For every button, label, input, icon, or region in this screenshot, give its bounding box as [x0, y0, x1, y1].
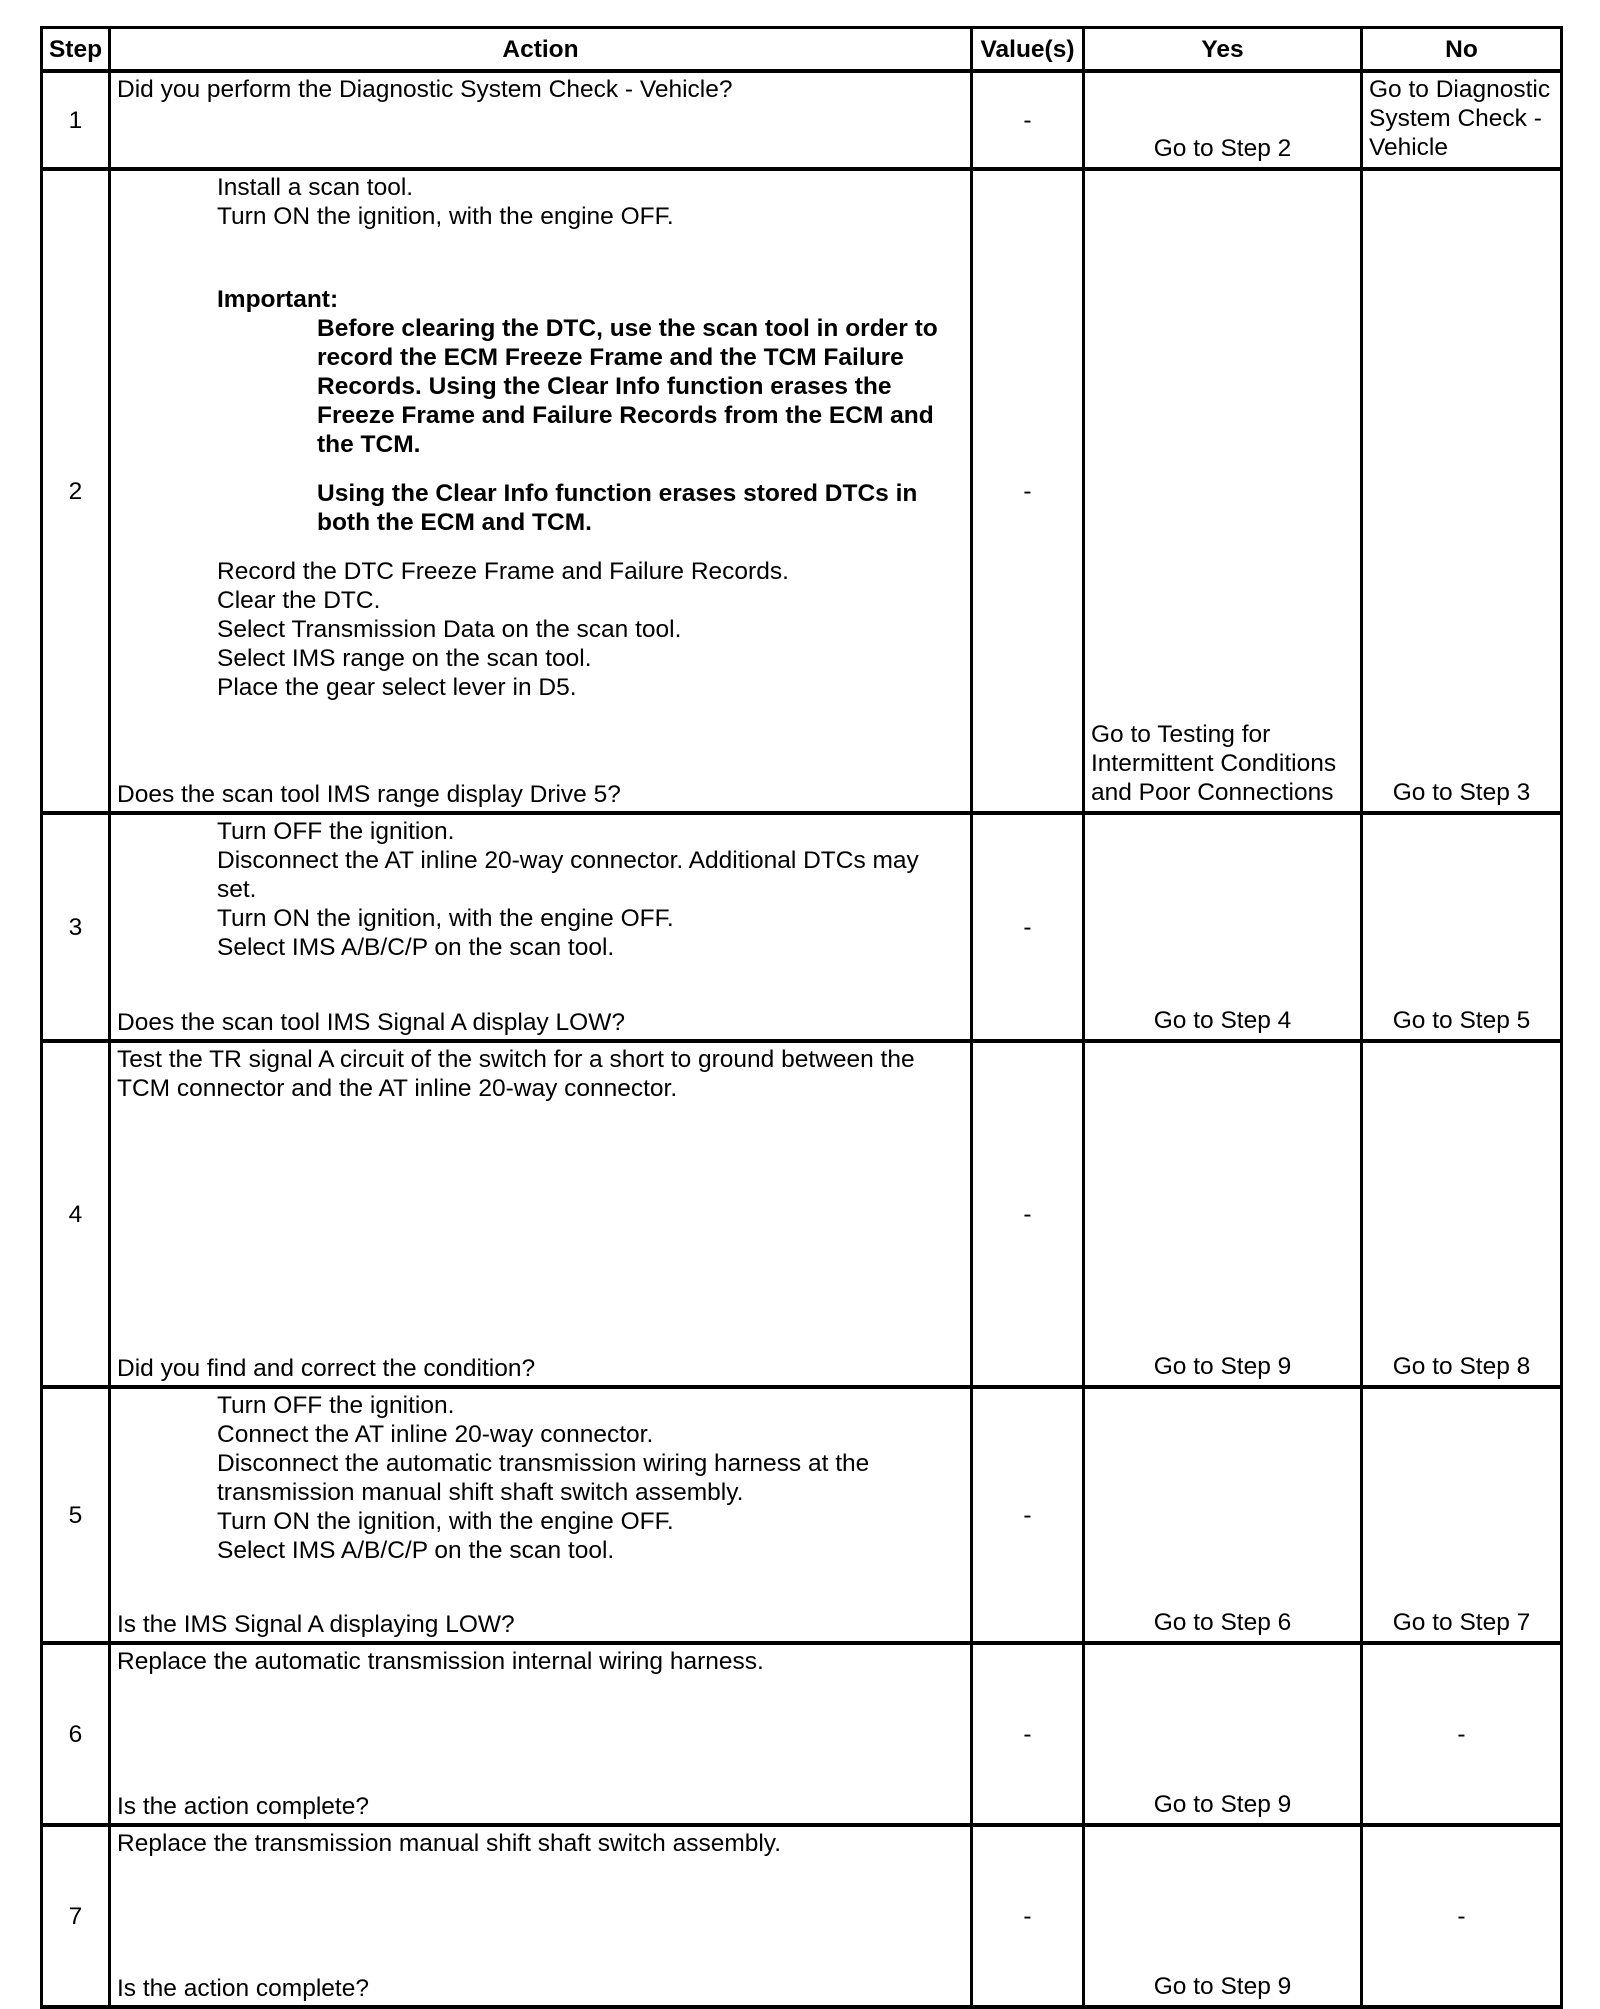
yes-cell: Go to Testing for Intermittent Conditions and Poor Connections — [1084, 169, 1362, 813]
yes-cell: Go to Step 9 — [1084, 1825, 1362, 2007]
step-number: 5 — [42, 1387, 110, 1643]
no-cell: Go to Step 3 — [1362, 169, 1562, 813]
action-question: Did you find and correct the condition? — [117, 1355, 536, 1382]
no-cell: Go to Step 5 — [1362, 813, 1562, 1041]
step-number: 6 — [42, 1643, 110, 1825]
action-question: Is the action complete? — [117, 1793, 369, 1820]
action-line: Turn OFF the ignition. — [217, 1392, 455, 1419]
action-cell — [110, 1041, 972, 1387]
action-line: Select IMS A/B/C/P on the scan tool. — [217, 934, 615, 961]
values-cell: - — [972, 1825, 1084, 2007]
diagnostic-table — [40, 26, 1563, 2009]
table-row — [42, 169, 1562, 813]
action-cell — [110, 1643, 972, 1825]
step-number: 7 — [42, 1825, 110, 2007]
action-cell — [110, 169, 972, 813]
action-question: Is the IMS Signal A displaying LOW? — [117, 1611, 515, 1638]
action-line: Disconnect the automatic transmission wiring harness at the transmission manual shift shaft switch assembly. — [217, 1450, 877, 1506]
no-cell: - — [1362, 1643, 1562, 1825]
action-line: Select IMS A/B/C/P on the scan tool. — [217, 1537, 615, 1564]
no-cell: Go to Step 8 — [1362, 1041, 1562, 1387]
action-question: Did you perform the Diagnostic System Check - Vehicle? — [117, 76, 733, 103]
important-note: Before clearing the DTC, use the scan tool in order to record the ECM Freeze Frame and the TCM Failure Records. Using the Clear Info function erases the Freeze Frame and Failure Records from the ECM and the TCM. — [317, 315, 945, 458]
action-question: Does the scan tool IMS range display Drive 5? — [117, 781, 621, 808]
step-number: 4 — [42, 1041, 110, 1387]
step-number: 1 — [42, 71, 110, 169]
action-cell — [110, 1825, 972, 2007]
action-line: Turn ON the ignition, with the engine OFF. — [217, 905, 674, 932]
action-cell — [110, 813, 972, 1041]
header-no: No — [1362, 28, 1562, 72]
table-row — [42, 1643, 1562, 1825]
yes-cell: Go to Step 9 — [1084, 1041, 1362, 1387]
values-cell: - — [972, 1643, 1084, 1825]
table-row — [42, 71, 1562, 169]
action-cell — [110, 1387, 972, 1643]
yes-cell: Go to Step 6 — [1084, 1387, 1362, 1643]
action-line: Select Transmission Data on the scan tool. — [217, 616, 682, 643]
values-cell: - — [972, 71, 1084, 169]
action-line: Install a scan tool. — [217, 174, 414, 201]
action-question: Does the scan tool IMS Signal A display LOW? — [117, 1009, 625, 1036]
table-row — [42, 1825, 1562, 2007]
no-cell: Go to Step 7 — [1362, 1387, 1562, 1643]
step-number: 3 — [42, 813, 110, 1041]
values-cell: - — [972, 1041, 1084, 1387]
values-cell: - — [972, 1387, 1084, 1643]
action-cell — [110, 71, 972, 169]
header-step: Step — [42, 28, 110, 72]
action-line: Replace the automatic transmission internal wiring harness. — [117, 1648, 764, 1675]
header-row — [42, 28, 1562, 72]
values-cell: - — [972, 169, 1084, 813]
action-line: Turn ON the ignition, with the engine OFF. — [217, 203, 674, 230]
yes-cell: Go to Step 4 — [1084, 813, 1362, 1041]
table-row — [42, 1041, 1562, 1387]
action-line: Turn OFF the ignition. — [217, 818, 455, 845]
table-row — [42, 1387, 1562, 1643]
yes-cell: Go to Step 2 — [1084, 71, 1362, 169]
important-label: Important: — [217, 286, 339, 313]
yes-cell: Go to Step 9 — [1084, 1643, 1362, 1825]
action-line: Select IMS range on the scan tool. — [217, 645, 592, 672]
action-line: Clear the DTC. — [217, 587, 381, 614]
action-line: Replace the transmission manual shift shaft switch assembly. — [117, 1830, 782, 1857]
values-cell: - — [972, 813, 1084, 1041]
action-line: Record the DTC Freeze Frame and Failure Records. — [217, 558, 789, 585]
action-line: Connect the AT inline 20-way connector. — [217, 1421, 654, 1448]
header-values: Value(s) — [972, 28, 1084, 72]
no-cell: Go to Diagnostic System Check - Vehicle — [1362, 71, 1562, 169]
action-question: Is the action complete? — [117, 1975, 369, 2002]
header-yes: Yes — [1084, 28, 1362, 72]
action-line: Place the gear select lever in D5. — [217, 674, 577, 701]
no-cell: - — [1362, 1825, 1562, 2007]
action-line: Turn ON the ignition, with the engine OFF. — [217, 1508, 674, 1535]
header-action: Action — [110, 28, 972, 72]
table-row — [42, 813, 1562, 1041]
action-line: Test the TR signal A circuit of the switch for a short to ground between the TCM connector and the AT inline 20-way connector. — [117, 1046, 921, 1102]
action-line: Disconnect the AT inline 20-way connector. Additional DTCs may set. — [217, 847, 926, 903]
important-note: Using the Clear Info function erases stored DTCs in both the ECM and TCM. — [317, 480, 925, 536]
step-number: 2 — [42, 169, 110, 813]
